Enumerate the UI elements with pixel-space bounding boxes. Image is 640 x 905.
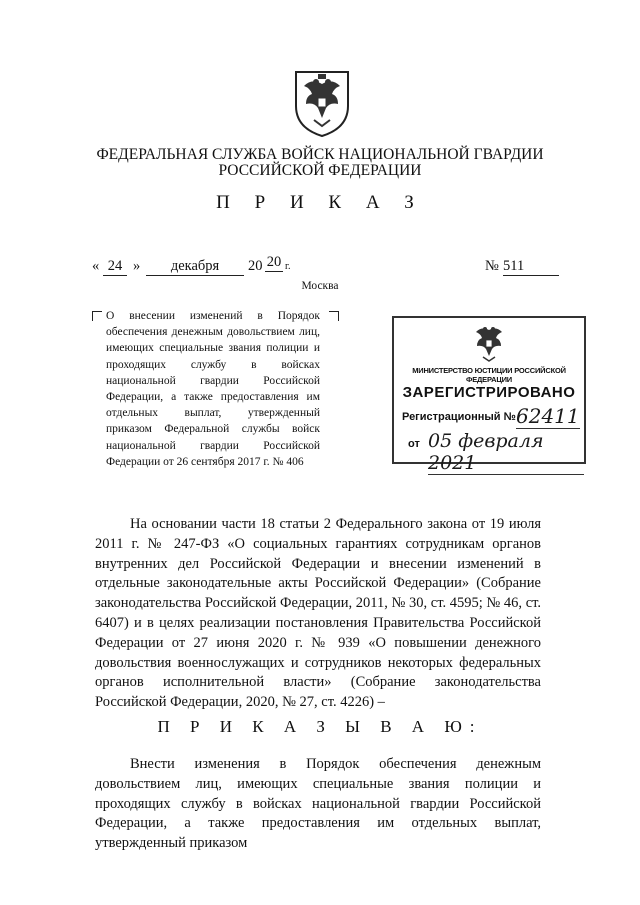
decree-heading: П Р И К А З Ы В А Ю: bbox=[157, 717, 483, 736]
preamble-paragraph: На основании части 18 статьи 2 Федерального закона от 19 июля 2011 г. № 247-ФЗ «О социальных гарантиях сотрудникам органов внутренних дел Российской Федерации и внесении изменений в отдельные законодательные акты Российской Федерации» (Собрание законодательства Российской Федерации, 2011, № 30, ст. 4595; № 46, ст. 6407) и в целях реализации постановления Правительства Российской Федерации от 27 июня 2020 г. № 939 «О повышении денежного довольствия военнослужащих и сотрудников некоторых федеральных органов исполнительной власти» (Собрание законодательства Российской Федерации, 2020, № 27, ст. 4226) – bbox=[95, 516, 541, 711]
registration-stamp bbox=[392, 316, 586, 474]
date-open-quote: « bbox=[92, 258, 100, 274]
order-month: декабря bbox=[146, 258, 244, 276]
order-number: 511 bbox=[503, 258, 559, 276]
organization-name-line2: РОССИЙСКОЙ ФЕДЕРАЦИИ bbox=[218, 162, 422, 179]
order-day: 24 bbox=[103, 258, 127, 276]
document-type-title: П Р И К А З bbox=[216, 192, 424, 213]
order-subject: О внесении изменений в Порядок обеспечения денежным довольствием лиц, имеющих специальные звания полиции и проходящих службу в войсках национальной гвардии Российской Федерации, а также предоставления им отдельных выплат, утвержденный приказом Федеральной службы войск национальной гвардии Российской Федерации от 26 сентября 2017 г. № 406 bbox=[106, 310, 320, 468]
stamp-registration-number-label: Регистрационный № bbox=[402, 411, 516, 423]
city-name: Москва bbox=[301, 280, 339, 292]
subject-bracket-right bbox=[329, 311, 339, 321]
order-year-suffix: 20 bbox=[266, 254, 282, 270]
stamp-registration-date: 05 февраля 2021 bbox=[428, 430, 584, 475]
order-number-sign: № bbox=[485, 258, 499, 274]
stamp-ministry-name: МИНИСТЕРСТВО ЮСТИЦИИ РОССИЙСКОЙ ФЕДЕРАЦИИ bbox=[412, 366, 566, 384]
stamp-date-label: от bbox=[408, 438, 420, 450]
date-close-quote: » bbox=[133, 258, 141, 274]
stamp-registered-label: ЗАРЕГИСТРИРОВАНО bbox=[402, 384, 576, 401]
order-year-prefix: 20 bbox=[248, 258, 263, 274]
coat-of-arms-emblem-icon bbox=[290, 62, 354, 138]
organization-name-line1: ФЕДЕРАЛЬНАЯ СЛУЖБА ВОЙСК НАЦИОНАЛЬНОЙ ГВАРДИИ bbox=[96, 146, 544, 163]
subject-bracket-left bbox=[92, 311, 102, 321]
operative-paragraph: Внести изменения в Порядок обеспечения денежным довольствием лиц, имеющих специальные звания полиции и проходящих службу в войсках национальной гвардии Российской Федерации, а также предоставления им отдельных выплат, утвержденный приказом bbox=[95, 756, 541, 852]
order-year-abbrev: г. bbox=[285, 261, 291, 272]
stamp-emblem-icon bbox=[472, 324, 506, 364]
stamp-registration-number: 62411 bbox=[516, 404, 580, 428]
